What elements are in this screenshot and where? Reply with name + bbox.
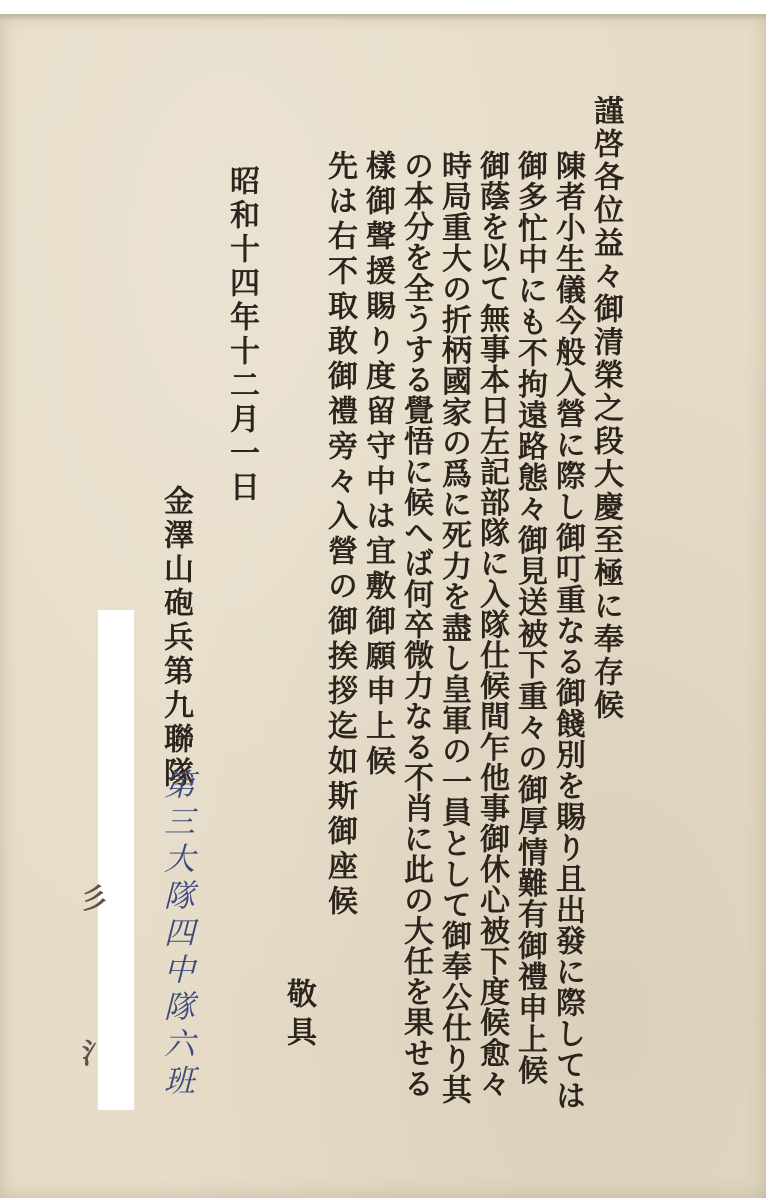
body-line-8: 先は右不取敢御禮旁々入營の御挨拶迄如斯御座候 — [322, 150, 357, 920]
body-line-1: 謹啓各位益々御清榮之段大慶至極に奉存候 — [588, 95, 623, 722]
body-line-6: の本分を全うする覺悟に候へば何卒微力なる不肖に此の大任を果せる — [398, 150, 433, 1099]
body-line-7: 樣御聲援賜り度留守中は宜敷御願申上候 — [360, 150, 395, 780]
body-line-4: 御蔭を以て無事本日左記部隊に入隊仕候間乍他事御休心被下度候愈々 — [474, 150, 509, 1099]
unit-handwritten: 第三大隊四中隊六班 — [158, 768, 194, 1101]
postcard-top-edge — [0, 14, 766, 20]
date-line: 昭和十四年十二月一日 — [224, 165, 259, 505]
cropped-glyph-fragment: 彡 — [80, 882, 109, 915]
unit-printed: 金澤山砲兵第九聯隊 — [158, 485, 193, 791]
cropped-glyph-fragment: 氵 — [82, 1037, 111, 1070]
closing-keigu: 敬具 — [281, 978, 316, 1054]
body-line-5: 時局重大の折柄國家の爲に死力を盡し皇軍の一員として御奉公仕り其 — [436, 150, 471, 1105]
body-line-2: 陳者小生儀今般入營に際し御叮重なる御餞別を賜り且出發に際しては — [550, 150, 585, 1111]
redaction-block — [98, 610, 134, 1110]
body-line-3: 御多忙中にも不拘遠路態々御見送被下重々の御厚情難有御禮申上候 — [512, 150, 547, 1086]
